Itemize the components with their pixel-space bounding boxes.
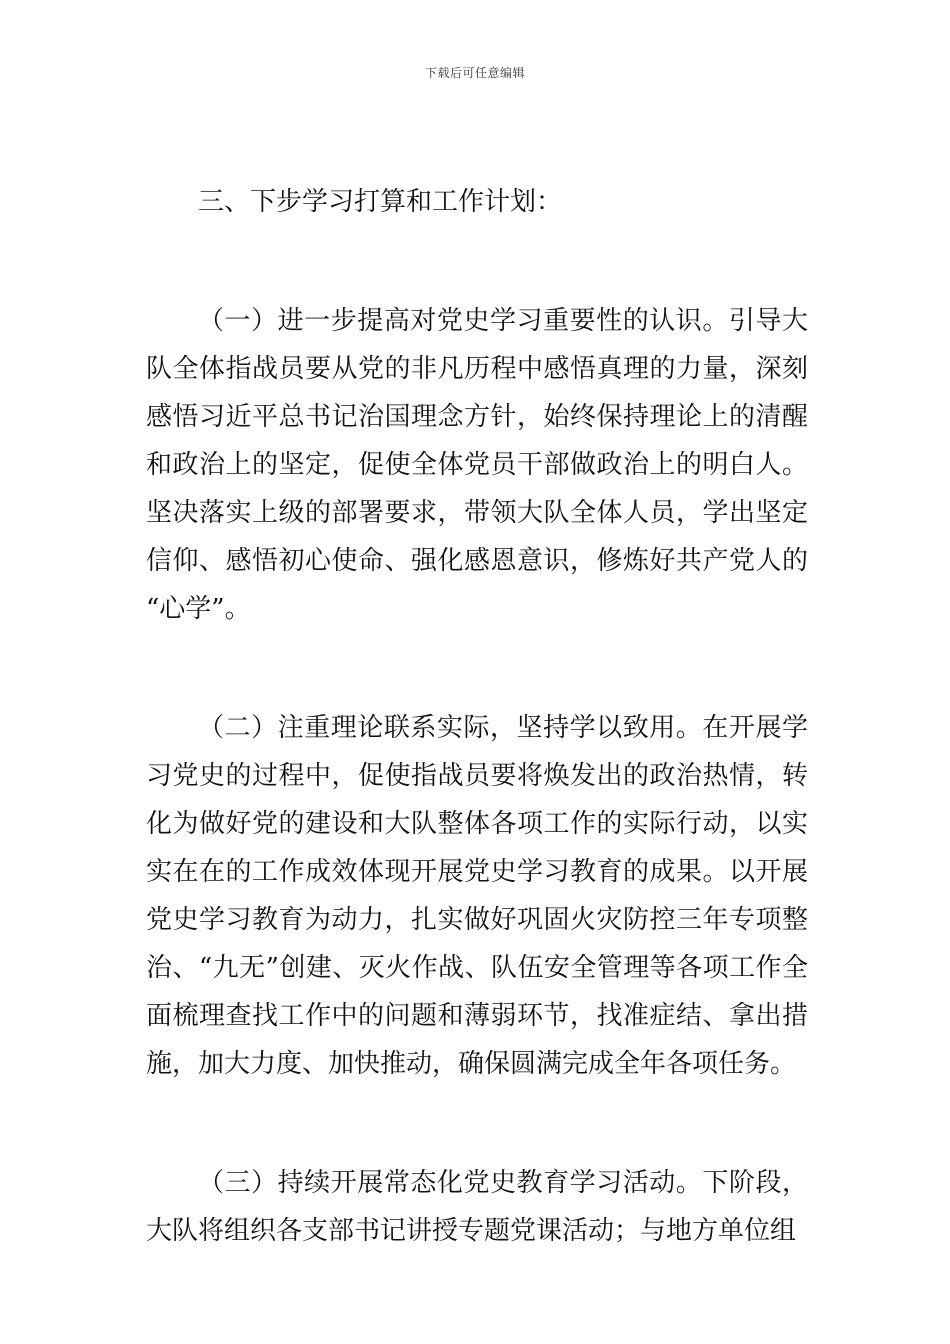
page-header: 下载后可任意编辑 — [424, 66, 525, 80]
spacer — [146, 226, 808, 297]
paragraph-3: （三）持续开展常态化党史教育学习活动。下阶段，大队将组织各支部书记讲授专题党课活动；与地方单位组 — [146, 1168, 808, 1246]
spacer — [146, 633, 808, 704]
document-body — [146, 178, 808, 1255]
spacer — [146, 1088, 808, 1159]
paragraph-2: （二）注重理论联系实际，坚持学以致用。在开展学习党史的过程中，促使指战员要将焕发出的政治热情，转化为做好党的建设和大队整体各项工作的实际行动，以实实在在的工作成效体现开展党史学习教育的成果。以开展党史学习教育为动力，扎实做好巩固火灾防控三年专项整治、“九无”创建、灭火作战、队伍安全管理等各项工作全面梳理查找工作中的问题和薄弱环节，找准症结、拿出措施，加大力度、加快推动，确保圆满完成全年各项任务。 — [146, 713, 808, 1079]
section-heading: 三、下步学习打算和工作计划： — [198, 187, 563, 217]
paragraph-1: （一）进一步提高对党史学习重要性的认识。引导大队全体指战员要从党的非凡历程中感悟真理的力量，深刻感悟习近平总书记治国理念方针，始终保持理论上的清醒和政治上的坚定，促使全体党员干部做政治上的明白人。坚决落实上级的部署要求，带领大队全体人员，学出坚定信仰、感悟初心使命、强化感恩意识，修炼好共产党人的“心学”。 — [146, 306, 808, 624]
